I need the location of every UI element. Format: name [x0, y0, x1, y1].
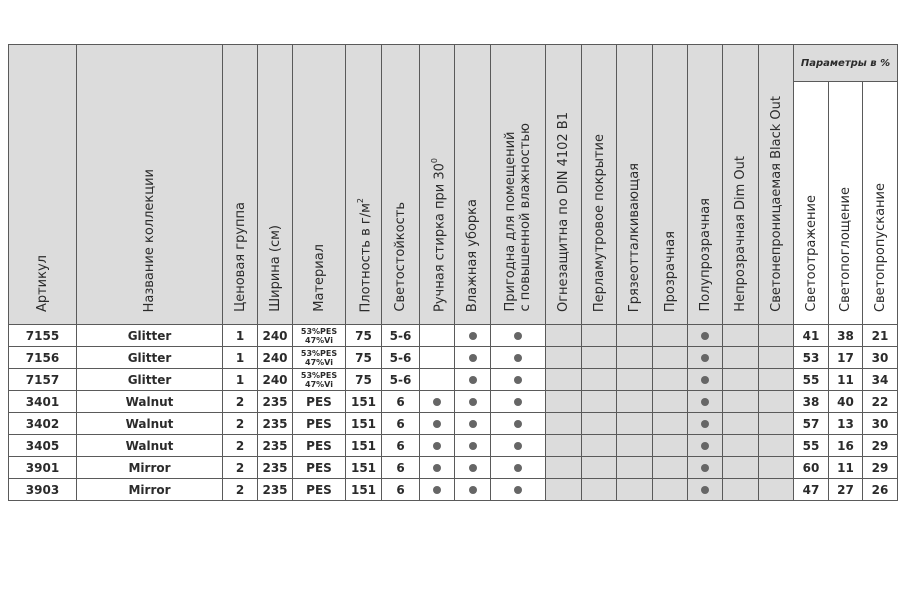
- reflection-cell: 55: [794, 369, 829, 391]
- absorption-cell: 11: [829, 369, 863, 391]
- density-cell: 75: [346, 325, 382, 347]
- transmission-cell: 30: [863, 413, 898, 435]
- reflection-cell: 41: [794, 325, 829, 347]
- header-absorption-label: Светопоглощение: [838, 187, 853, 312]
- hand-wash-cell: [420, 369, 455, 391]
- transparent-cell: [653, 479, 688, 501]
- wet-cleaning-cell: [455, 325, 491, 347]
- hand-wash-cell: [420, 479, 455, 501]
- humid-rooms-cell: [491, 391, 546, 413]
- header-hand-wash: [420, 45, 455, 325]
- header-material: [293, 45, 346, 325]
- dim-out-cell: [723, 369, 759, 391]
- transparent-cell: [653, 457, 688, 479]
- density-superscript: 2: [356, 197, 366, 203]
- article-cell: 3901: [9, 457, 77, 479]
- lightfastness-cell: 6: [382, 413, 420, 435]
- semi-transparent-cell: [688, 413, 723, 435]
- transparent-cell: [653, 347, 688, 369]
- width-cell: 235: [258, 479, 293, 501]
- reflection-cell: 53: [794, 347, 829, 369]
- bullet-icon: [433, 486, 441, 494]
- absorption-cell: 40: [829, 391, 863, 413]
- semi-transparent-cell: [688, 479, 723, 501]
- material-line: 53%PES: [300, 326, 338, 336]
- wet-cleaning-cell: [455, 457, 491, 479]
- bullet-icon: [701, 464, 709, 472]
- density-cell: 151: [346, 479, 382, 501]
- bullet-icon: [514, 398, 522, 406]
- header-density-label: [353, 198, 373, 312]
- dirt-repellent-cell: [617, 391, 653, 413]
- material-cell: PES: [293, 457, 346, 479]
- header-width: [258, 45, 293, 325]
- fireproof-cell: [546, 435, 582, 457]
- bullet-icon: [433, 398, 441, 406]
- transmission-cell: 21: [863, 325, 898, 347]
- width-cell: 240: [258, 325, 293, 347]
- collection-cell: Walnut: [77, 391, 223, 413]
- header-price-group: [223, 45, 258, 325]
- price-group-cell: 2: [223, 413, 258, 435]
- transparent-cell: [653, 391, 688, 413]
- material-line: 53%PES: [300, 370, 338, 380]
- humid-rooms-cell: [491, 347, 546, 369]
- header-lightfastness: [382, 45, 420, 325]
- price-group-cell: 2: [223, 457, 258, 479]
- collection-cell: Walnut: [77, 435, 223, 457]
- transmission-cell: 34: [863, 369, 898, 391]
- bullet-icon: [514, 486, 522, 494]
- hand-wash-cell: [420, 413, 455, 435]
- header-price-group-label: Ценовая группа: [232, 202, 248, 312]
- header-material-label: Материал: [311, 244, 327, 312]
- material-cell: PES: [293, 413, 346, 435]
- absorption-cell: 27: [829, 479, 863, 501]
- article-cell: 3401: [9, 391, 77, 413]
- header-collection-label: Название коллекции: [142, 168, 157, 312]
- pearl-cell: [582, 347, 617, 369]
- header-dim-out: [723, 45, 759, 325]
- table-row: [9, 457, 898, 479]
- material-line: 53%PES: [300, 348, 338, 358]
- reflection-cell: 60: [794, 457, 829, 479]
- fireproof-cell: [546, 457, 582, 479]
- dim-out-cell: [723, 479, 759, 501]
- bullet-icon: [701, 398, 709, 406]
- header-lightfastness-label: Светостойкость: [393, 202, 408, 312]
- dirt-repellent-cell: [617, 435, 653, 457]
- dim-out-cell: [723, 391, 759, 413]
- semi-transparent-cell: [688, 391, 723, 413]
- transmission-cell: 30: [863, 347, 898, 369]
- density-cell: 75: [346, 369, 382, 391]
- pearl-cell: [582, 435, 617, 457]
- transmission-cell: 22: [863, 391, 898, 413]
- lightfastness-cell: 6: [382, 457, 420, 479]
- header-humid-rooms-label: [503, 123, 533, 312]
- table-row: [9, 369, 898, 391]
- bullet-icon: [433, 464, 441, 472]
- absorption-cell: 13: [829, 413, 863, 435]
- article-cell: 3903: [9, 479, 77, 501]
- density-text: Плотность в г/м: [358, 202, 374, 312]
- table-row: [9, 325, 898, 347]
- header-reflection: [794, 82, 829, 325]
- fireproof-cell: [546, 391, 582, 413]
- hand-wash-superscript: 0: [429, 158, 439, 164]
- fireproof-cell: [546, 325, 582, 347]
- header-wet-cleaning: [455, 45, 491, 325]
- wet-cleaning-cell: [455, 479, 491, 501]
- fireproof-cell: [546, 479, 582, 501]
- bullet-icon: [701, 354, 709, 362]
- absorption-cell: 38: [829, 325, 863, 347]
- dim-out-cell: [723, 347, 759, 369]
- bullet-icon: [701, 332, 709, 340]
- black-out-cell: [759, 479, 794, 501]
- material-cell: [293, 369, 346, 391]
- lightfastness-cell: 5-6: [382, 369, 420, 391]
- material-cell: [293, 347, 346, 369]
- lightfastness-cell: 5-6: [382, 347, 420, 369]
- bullet-icon: [514, 420, 522, 428]
- dirt-repellent-cell: [617, 479, 653, 501]
- collection-cell: Walnut: [77, 413, 223, 435]
- price-group-cell: 1: [223, 325, 258, 347]
- bullet-icon: [469, 486, 477, 494]
- price-group-cell: 1: [223, 347, 258, 369]
- bullet-icon: [469, 376, 477, 384]
- header-transmission-label: Светопропускание: [872, 182, 888, 312]
- dirt-repellent-cell: [617, 413, 653, 435]
- bullet-icon: [701, 442, 709, 450]
- table-row: [9, 391, 898, 413]
- humid-rooms-cell: [491, 413, 546, 435]
- width-cell: 235: [258, 391, 293, 413]
- density-cell: 151: [346, 413, 382, 435]
- dirt-repellent-cell: [617, 457, 653, 479]
- humid-rooms-cell: [491, 457, 546, 479]
- dirt-repellent-cell: [617, 369, 653, 391]
- width-cell: 235: [258, 435, 293, 457]
- header-transmission: [863, 82, 898, 325]
- header-article-label: Артикул: [35, 254, 50, 312]
- bullet-icon: [433, 442, 441, 450]
- width-cell: 235: [258, 457, 293, 479]
- table-row: [9, 413, 898, 435]
- bullet-icon: [514, 464, 522, 472]
- width-cell: 235: [258, 413, 293, 435]
- dirt-repellent-cell: [617, 347, 653, 369]
- pearl-cell: [582, 479, 617, 501]
- bullet-icon: [469, 442, 477, 450]
- reflection-cell: 47: [794, 479, 829, 501]
- lightfastness-cell: 6: [382, 479, 420, 501]
- collection-cell: Glitter: [77, 347, 223, 369]
- pearl-cell: [582, 391, 617, 413]
- pearl-cell: [582, 457, 617, 479]
- fireproof-cell: [546, 413, 582, 435]
- header-dirt-repellent: [617, 45, 653, 325]
- dim-out-cell: [723, 413, 759, 435]
- header-pearl-coating: [582, 45, 617, 325]
- material-line: 47%Vi: [305, 335, 333, 345]
- humid-rooms-line1: Пригодна для помещений: [503, 132, 518, 312]
- dim-out-cell: [723, 435, 759, 457]
- humid-rooms-cell: [491, 479, 546, 501]
- header-semi-transparent-label: Полупрозрачная: [697, 198, 713, 312]
- header-pearl-coating-label: Перламутровое покрытие: [591, 133, 607, 312]
- material-line: 47%Vi: [305, 379, 333, 389]
- hand-wash-text: Ручная стирка при 30: [432, 163, 448, 312]
- reflection-cell: 55: [794, 435, 829, 457]
- table-row: [9, 347, 898, 369]
- article-cell: 7157: [9, 369, 77, 391]
- bullet-icon: [514, 376, 522, 384]
- price-group-cell: 2: [223, 479, 258, 501]
- material-cell: [293, 325, 346, 347]
- wet-cleaning-cell: [455, 435, 491, 457]
- bullet-icon: [514, 442, 522, 450]
- table-body: [9, 325, 898, 501]
- price-group-cell: 2: [223, 391, 258, 413]
- humid-rooms-cell: [491, 325, 546, 347]
- absorption-cell: 17: [829, 347, 863, 369]
- fireproof-cell: [546, 347, 582, 369]
- humid-rooms-cell: [491, 369, 546, 391]
- article-cell: 7156: [9, 347, 77, 369]
- header-absorption: [829, 82, 863, 325]
- pearl-cell: [582, 369, 617, 391]
- width-cell: 240: [258, 347, 293, 369]
- width-cell: 240: [258, 369, 293, 391]
- header-params-group: Параметры в %: [794, 45, 898, 82]
- article-cell: 7155: [9, 325, 77, 347]
- bullet-icon: [469, 354, 477, 362]
- fireproof-cell: [546, 369, 582, 391]
- collection-cell: Glitter: [77, 325, 223, 347]
- black-out-cell: [759, 457, 794, 479]
- dim-out-cell: [723, 457, 759, 479]
- header-article: [9, 45, 77, 325]
- transmission-cell: 29: [863, 435, 898, 457]
- semi-transparent-cell: [688, 435, 723, 457]
- wet-cleaning-cell: [455, 347, 491, 369]
- bullet-icon: [433, 420, 441, 428]
- humid-rooms-cell: [491, 435, 546, 457]
- header-hand-wash-label: [427, 158, 447, 312]
- semi-transparent-cell: [688, 325, 723, 347]
- header-dim-out-label: Непрозрачная Dim Out: [733, 156, 748, 312]
- material-cell: PES: [293, 435, 346, 457]
- header-fireproof: [546, 45, 582, 325]
- bullet-icon: [469, 332, 477, 340]
- header-semi-transparent: [688, 45, 723, 325]
- bullet-icon: [469, 464, 477, 472]
- hand-wash-cell: [420, 347, 455, 369]
- black-out-cell: [759, 369, 794, 391]
- density-cell: 151: [346, 435, 382, 457]
- material-cell: PES: [293, 479, 346, 501]
- reflection-cell: 38: [794, 391, 829, 413]
- dirt-repellent-cell: [617, 325, 653, 347]
- collection-cell: Mirror: [77, 457, 223, 479]
- transparent-cell: [653, 413, 688, 435]
- lightfastness-cell: 6: [382, 435, 420, 457]
- semi-transparent-cell: [688, 347, 723, 369]
- black-out-cell: [759, 435, 794, 457]
- absorption-cell: 11: [829, 457, 863, 479]
- absorption-cell: 16: [829, 435, 863, 457]
- hand-wash-cell: [420, 457, 455, 479]
- humid-rooms-line2: с повышенной влажностью: [518, 123, 533, 312]
- collection-cell: Glitter: [77, 369, 223, 391]
- price-group-cell: 2: [223, 435, 258, 457]
- bullet-icon: [469, 420, 477, 428]
- lightfastness-cell: 6: [382, 391, 420, 413]
- black-out-cell: [759, 413, 794, 435]
- header-transparent-label: Прозрачная: [662, 230, 678, 312]
- header-black-out-label: Светонепроницаемая Black Out: [768, 96, 784, 312]
- article-cell: 3405: [9, 435, 77, 457]
- table-row: [9, 479, 898, 501]
- pearl-cell: [582, 325, 617, 347]
- hand-wash-cell: [420, 325, 455, 347]
- black-out-cell: [759, 325, 794, 347]
- bullet-icon: [514, 332, 522, 340]
- header-collection: [77, 45, 223, 325]
- wet-cleaning-cell: [455, 369, 491, 391]
- bullet-icon: [701, 376, 709, 384]
- hand-wash-cell: [420, 391, 455, 413]
- density-cell: 151: [346, 457, 382, 479]
- header-density: [346, 45, 382, 325]
- price-group-cell: 1: [223, 369, 258, 391]
- bullet-icon: [469, 398, 477, 406]
- dim-out-cell: [723, 325, 759, 347]
- semi-transparent-cell: [688, 369, 723, 391]
- wet-cleaning-cell: [455, 391, 491, 413]
- transparent-cell: [653, 325, 688, 347]
- density-cell: 151: [346, 391, 382, 413]
- spec-table: [8, 44, 898, 501]
- header-dirt-repellent-label: Грязеотталкивающая: [627, 162, 642, 312]
- black-out-cell: [759, 391, 794, 413]
- header-fireproof-label: Огнезащитна по DIN 4102 B1: [556, 112, 571, 312]
- header-wet-cleaning-label: Влажная уборка: [465, 198, 480, 312]
- transmission-cell: 29: [863, 457, 898, 479]
- hand-wash-cell: [420, 435, 455, 457]
- table-row: [9, 435, 898, 457]
- bullet-icon: [701, 420, 709, 428]
- transmission-cell: 26: [863, 479, 898, 501]
- reflection-cell: 57: [794, 413, 829, 435]
- bullet-icon: [514, 354, 522, 362]
- header-black-out: [759, 45, 794, 325]
- header-width-label: Ширина (см): [267, 225, 283, 312]
- header-transparent: [653, 45, 688, 325]
- material-line: 47%Vi: [305, 357, 333, 367]
- density-cell: 75: [346, 347, 382, 369]
- material-cell: PES: [293, 391, 346, 413]
- header-reflection-label: Светоотражение: [803, 195, 819, 312]
- article-cell: 3402: [9, 413, 77, 435]
- lightfastness-cell: 5-6: [382, 325, 420, 347]
- semi-transparent-cell: [688, 457, 723, 479]
- header-humid-rooms: [491, 45, 546, 325]
- bullet-icon: [701, 486, 709, 494]
- collection-cell: Mirror: [77, 479, 223, 501]
- wet-cleaning-cell: [455, 413, 491, 435]
- black-out-cell: [759, 347, 794, 369]
- pearl-cell: [582, 413, 617, 435]
- transparent-cell: [653, 435, 688, 457]
- transparent-cell: [653, 369, 688, 391]
